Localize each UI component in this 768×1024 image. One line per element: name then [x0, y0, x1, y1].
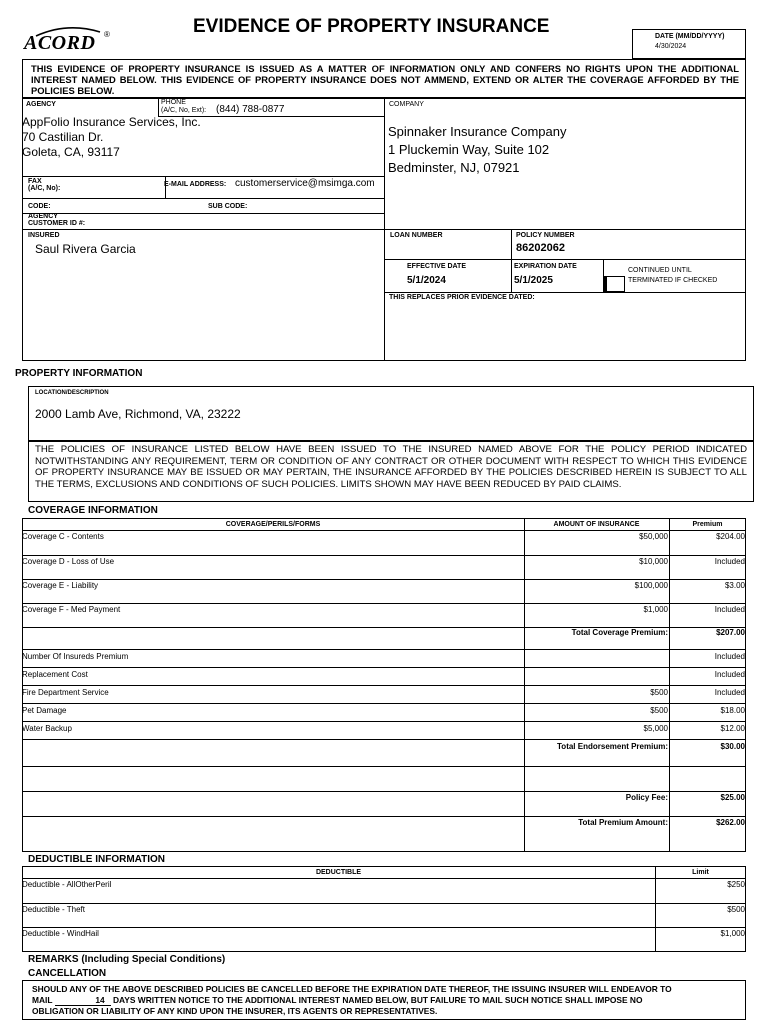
company-name: Spinnaker Insurance Company — [388, 124, 567, 139]
insured-label: INSURED — [28, 232, 60, 239]
row-line — [22, 703, 746, 704]
effective-expiration-divider — [511, 259, 512, 292]
endorsement-row-premium: Included — [714, 688, 745, 697]
code-row-top — [22, 198, 384, 199]
deductible-header: DEDUCTIBLE — [315, 869, 362, 876]
coverage-row-premium: $204.00 — [716, 532, 745, 541]
deductible-row-limit: $500 — [727, 905, 745, 914]
customer-label-2: CUSTOMER ID #: — [28, 220, 86, 227]
company-address-1: 1 Pluckemin Way, Suite 102 — [388, 142, 550, 157]
row-line — [22, 766, 746, 767]
endorsement-row-label: Fire Department Service — [22, 688, 109, 697]
row-line — [22, 555, 746, 556]
total-endorsement-label: Total Endorsement Premium: — [557, 742, 668, 751]
coverage-row-amount: $10,000 — [639, 557, 668, 566]
cancellation-line-2-rest: DAYS WRITTEN NOTICE TO THE ADDITIONAL INTEREST NAMED BELOW, BUT FAILURE TO MAIL SUCH NOTICE SHALL IMPOSE NO — [112, 995, 643, 1005]
endorsement-row-label: Replacement Cost — [22, 670, 88, 679]
effective-date: 5/1/2024 — [407, 275, 446, 286]
row-line — [22, 667, 746, 668]
disclaimer-box — [22, 59, 746, 98]
acord-logo — [22, 24, 112, 58]
replaces-row-top — [384, 292, 746, 293]
cancellation-line-1: SHOULD ANY OF THE ABOVE DESCRIBED POLICIES BE CANCELLED BEFORE THE EXPIRATION DATE THEREOF, THE ISSUING INSURER WILL ENDEAVOR TO — [32, 984, 672, 994]
replaces-label: THIS REPLACES PRIOR EVIDENCE DATED: — [389, 294, 535, 301]
email-label: E-MAIL ADDRESS: — [164, 181, 227, 188]
company-address-2: Bedminster, NJ, 07921 — [388, 160, 520, 175]
agency-email: customerservice@msimga.com — [235, 178, 375, 189]
coverage-row-label: Coverage D - Loss of Use — [22, 557, 115, 566]
company-label: COMPANY — [389, 101, 424, 108]
insured-row-top — [22, 229, 746, 230]
deductible-row-label: Deductible - Theft — [22, 905, 85, 914]
coverage-row-amount: $1,000 — [643, 605, 668, 614]
coverage-premium-header: Premium — [692, 521, 723, 528]
date-label: DATE (MM/DD/YYYY) — [655, 33, 725, 40]
limit-header: Limit — [692, 869, 709, 876]
agency-address-2: Goleta, CA, 93117 — [22, 145, 120, 159]
page-title: EVIDENCE OF PROPERTY INSURANCE — [193, 16, 550, 37]
fax-row-top — [22, 176, 384, 177]
agency-label: AGENCY — [26, 101, 56, 108]
date-box — [632, 29, 746, 59]
endorsement-row-premium: $18.00 — [720, 706, 745, 715]
row-line — [22, 739, 746, 740]
coverage-forms-header: COVERAGE/PERILS/FORMS — [225, 521, 321, 528]
total-coverage-value: $207.00 — [716, 628, 745, 637]
cancellation-line-2 — [32, 995, 643, 1006]
row-line — [22, 579, 746, 580]
endorsement-row-label: Water Backup — [22, 724, 72, 733]
insured-name: Saul Rivera Garcia — [35, 242, 136, 256]
fax-label-2: (A/C, No): — [28, 185, 61, 192]
customer-label-1: AGENCY — [28, 213, 58, 220]
expiration-date: 5/1/2025 — [514, 275, 553, 286]
row-line — [22, 878, 746, 879]
endorsement-row-premium: Included — [714, 652, 745, 661]
coverage-row-label: Coverage F - Med Payment — [22, 605, 121, 614]
phone-label-1: PHONE — [161, 99, 186, 106]
coverage-row-premium: $3.00 — [724, 581, 745, 590]
dates-row-top — [384, 259, 746, 260]
total-premium-value: $262.00 — [716, 818, 745, 827]
policy-number: 86202062 — [516, 242, 565, 254]
location-label: LOCATION/DESCRIPTION — [35, 390, 109, 396]
notice-days: 14 — [55, 995, 111, 1006]
row-line — [22, 530, 746, 531]
policy-fee-value: $25.00 — [720, 793, 745, 802]
row-line — [22, 721, 746, 722]
agency-address-1: 70 Castilian Dr. — [22, 130, 104, 144]
coverage-row-premium: Included — [714, 605, 745, 614]
endorsement-row-premium: $12.00 — [720, 724, 745, 733]
coverage-row-label: Coverage E - Liability — [22, 581, 99, 590]
code-label: CODE: — [28, 203, 51, 210]
row-line — [22, 649, 746, 650]
coverage-row-label: Coverage C - Contents — [22, 532, 104, 541]
total-coverage-label: Total Coverage Premium: — [571, 628, 668, 637]
row-line — [22, 816, 746, 817]
disclaimer-text: THIS EVIDENCE OF PROPERTY INSURANCE IS ISSUED AS A MATTER OF INFORMATION ONLY AND CONFERS NO RIGHTS UPON THE ADDITIONAL INTEREST NAMED BELOW. THIS EVIDENCE OF PROPERTY INSURANCE DOES NOT AMMEND, EXTEND OR ALTER THE COVERAGE AFFORDED BY THE POLICIES BELOW. — [31, 63, 739, 96]
policy-number-label: POLICY NUMBER — [516, 232, 575, 239]
cancellation-line-3: OBLIGATION OR LIABILITY OF ANY KIND UPON THE INSURER, ITS AGENTS OR REPRESENTATIVES. — [32, 1006, 438, 1016]
endorsement-row-amount: $5,000 — [643, 724, 668, 733]
cancellation-title: CANCELLATION — [28, 968, 107, 979]
coverage-row-premium: Included — [714, 557, 745, 566]
row-line — [22, 791, 746, 792]
phone-label-2: (A/C, No, Ext): — [161, 107, 207, 114]
endorsement-row-amount: $500 — [650, 688, 668, 697]
location-box — [28, 386, 754, 441]
total-endorsement-value: $30.00 — [720, 742, 745, 751]
deductible-row-label: Deductible - AllOtherPeril — [22, 880, 112, 889]
subcode-label: SUB CODE: — [208, 203, 248, 210]
endorsement-row-label: Number Of Insureds Premium — [22, 652, 129, 661]
expiration-date-label: EXPIRATION DATE — [514, 263, 577, 270]
mail-prefix: MAIL — [32, 995, 53, 1005]
phone-divider — [158, 98, 159, 116]
row-line — [22, 603, 746, 604]
loan-label: LOAN NUMBER — [390, 232, 443, 239]
coverage-row-amount: $100,000 — [634, 581, 668, 590]
deductible-row-limit: $250 — [727, 880, 745, 889]
coverage-row-amount: $50,000 — [639, 532, 668, 541]
endorsement-row-amount: $500 — [650, 706, 668, 715]
remarks-title: REMARKS (Including Special Conditions) — [28, 954, 226, 965]
deductible-row-label: Deductible - WindHail — [22, 929, 99, 938]
deductible-section-title: DEDUCTIBLE INFORMATION — [28, 854, 166, 865]
acord-logo-text: ACORD — [24, 32, 96, 54]
endorsement-row-label: Pet Damage — [22, 706, 67, 715]
property-section-title: PROPERTY INFORMATION — [15, 368, 143, 379]
loan-policy-divider — [511, 229, 512, 259]
registered-mark: ® — [104, 30, 110, 39]
row-line — [22, 903, 746, 904]
coverage-section-title: COVERAGE INFORMATION — [28, 505, 158, 516]
coverage-amount-header: AMOUNT OF INSURANCE — [553, 521, 640, 528]
deductible-row-limit: $1,000 — [720, 929, 745, 938]
continued-checkbox[interactable] — [603, 276, 625, 292]
endorsement-row-premium: Included — [714, 670, 745, 679]
policy-statement-text: THE POLICIES OF INSURANCE LISTED BELOW HAVE BEEN ISSUED TO THE INSURED NAMED ABOVE FOR THE POLICY PERIOD INDICATED NOTWITHSTANDING ANY REQUIREMENT, TERM OR CONDITION OF ANY CONTRACT OR OTHER DOCUMENT WITH RESPECT TO WHICH THIS EVIDENCE OF PROPERTY INSURANCE MAY BE ISSUED OR MAY PERTAIN, THE INSURANCE AFFORDED BY THE POLICIES DESCRIBED HEREIN IS SUBJECT TO ALL THE TERMS, EXCLUSIONS AND CONDITIONS OF SUCH POLICIES. LIMITS SHOWN MAY HAVE BEEN REDUCED BY PAID CLAIMS. — [35, 444, 747, 490]
continued-label-1: CONTINUED UNTIL — [628, 267, 692, 274]
policy-statement-box — [28, 441, 754, 502]
row-line — [22, 927, 746, 928]
customer-row-top — [22, 213, 384, 214]
agency-phone: (844) 788-0877 — [216, 104, 285, 115]
continued-label-2: TERMINATED IF CHECKED — [628, 277, 718, 284]
total-premium-label: Total Premium Amount: — [578, 818, 668, 827]
location-value: 2000 Lamb Ave, Richmond, VA, 23222 — [35, 407, 241, 421]
effective-date-label: EFFECTIVE DATE — [407, 263, 466, 270]
row-line — [22, 685, 746, 686]
date-value: 4/30/2024 — [655, 43, 687, 50]
agency-name: AppFolio Insurance Services, Inc. — [22, 115, 201, 129]
cancellation-box — [22, 980, 746, 1020]
policy-fee-label: Policy Fee: — [625, 793, 668, 802]
fax-label-1: FAX — [28, 178, 42, 185]
